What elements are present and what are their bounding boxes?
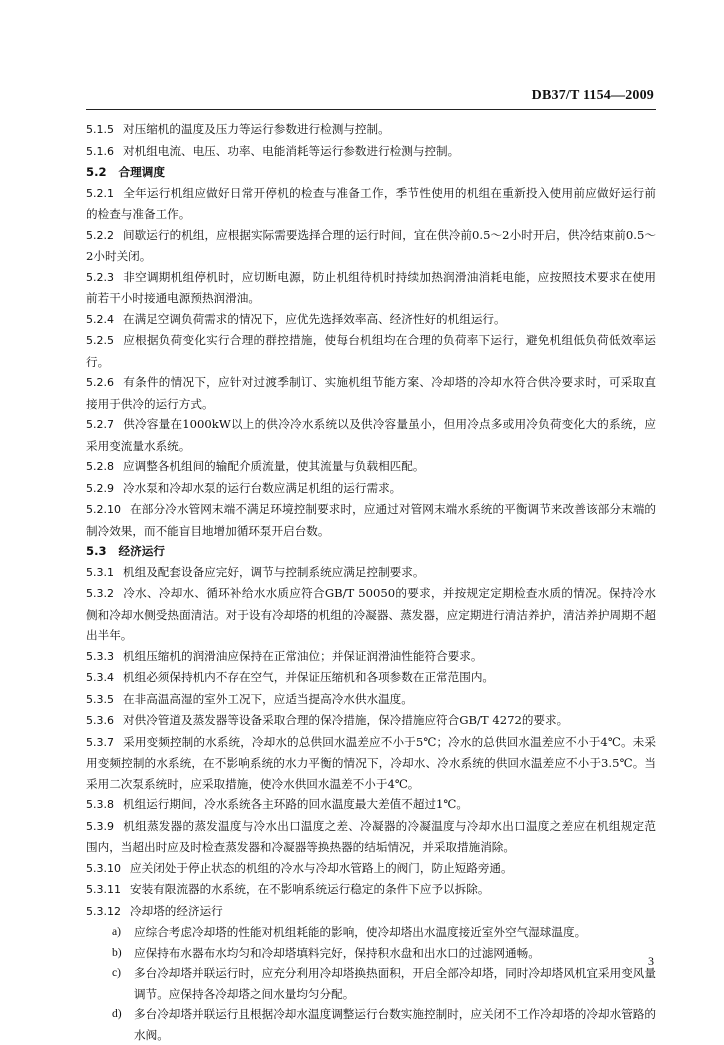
section-heading <box>86 541 656 562</box>
list-item-text: 多台冷却塔并联运行时，应充分利用冷却塔换热面积，开启全部冷却塔，同时冷却塔风机宜采用变风量调节。应保持各冷却塔之间水量均匀分配。 <box>134 966 656 1001</box>
clause-number: 5.2.7 <box>86 418 114 431</box>
clause-paragraph <box>86 667 656 689</box>
clause-paragraph <box>86 646 656 668</box>
section-number: 5.2 <box>86 165 107 179</box>
clause-text: 机组运行期间，冷水系统各主环路的回水温度最大差值不超过1℃。 <box>123 797 468 811</box>
clause-text: 冷水泵和冷却水泵的运行台数应满足机组的运行需求。 <box>123 480 402 495</box>
clause-text: 冷却塔的经济运行 <box>130 903 223 918</box>
clause-paragraph <box>86 794 656 816</box>
section-heading <box>86 162 656 183</box>
clause-number: 5.3.6 <box>86 714 114 727</box>
clause-number: 5.2.8 <box>86 460 114 473</box>
section-title: 合理调度 <box>118 165 165 179</box>
list-marker: c) <box>112 966 122 979</box>
clause-text: 机组及配套设备应完好，调节与控制系统应满足控制要求。 <box>123 564 425 579</box>
section-number: 5.3 <box>86 544 107 558</box>
clause-paragraph <box>86 583 656 646</box>
list-item <box>86 922 656 943</box>
clause-paragraph <box>86 816 656 858</box>
clause-text: 在部分冷水管网末端不满足环境控制要求时，应通过对管网末端水系统的平衡调节来改善该部分末端的制冷效果，而不能盲目地增加循环泵开启台数。 <box>86 502 656 538</box>
clause-text: 应根据负荷变化实行合理的群控措施，使每台机组均在合理的负荷率下运行，避免机组低负荷低效率运行。 <box>86 333 656 369</box>
clause-paragraph <box>86 225 656 267</box>
header-rule <box>86 109 656 110</box>
clause-text: 非空调期机组停机时，应切断电源，防止机组待机时持续加热润滑油消耗电能，应按照技术要求在使用前若干小时接通电源预热润滑油。 <box>86 269 656 305</box>
clause-number: 5.3.5 <box>86 692 114 706</box>
clause-number: 5.3.1 <box>86 565 114 579</box>
clause-number: 5.3.7 <box>86 735 114 749</box>
clause-paragraph <box>86 141 656 163</box>
clause-text: 应关闭处于停止状态的机组的冷水与冷却水管路上的阀门，防止短路旁通。 <box>130 860 513 875</box>
section-title: 经济运行 <box>118 544 165 558</box>
clause-number: 5.2.10 <box>86 503 121 516</box>
list-item-text: 应保持布水器布水均匀和冷却塔填料完好，保持积水盘和出水口的过滤网通畅。 <box>134 945 540 960</box>
clause-paragraph <box>86 119 656 141</box>
clause-number: 5.3.12 <box>86 904 121 918</box>
clause-text: 应调整各机组间的输配介质流量，使其流量与负载相匹配。 <box>123 459 425 473</box>
clause-paragraph <box>86 414 656 456</box>
clause-number: 5.3.3 <box>86 649 114 663</box>
clause-paragraph <box>86 309 656 331</box>
clause-number: 5.3.11 <box>86 883 121 896</box>
clause-paragraph <box>86 710 656 732</box>
clause-number: 5.3.8 <box>86 798 114 811</box>
clause-number: 5.1.6 <box>86 144 114 158</box>
clause-paragraph <box>86 372 656 414</box>
clause-paragraph <box>86 183 656 225</box>
clause-number: 5.2.9 <box>86 481 114 495</box>
clause-paragraph <box>86 478 656 500</box>
clause-text: 在非高温高湿的室外工况下，应适当提高冷水供水温度。 <box>123 691 413 706</box>
clause-paragraph <box>86 689 656 711</box>
clause-number: 5.2.5 <box>86 334 114 347</box>
clause-text: 间歇运行的机组，应根据实际需要选择合理的运行时间，宜在供冷前0.5～2小时开启，供冷结束前0.5～2小时关闭。 <box>86 227 656 263</box>
clause-text: 全年运行机组应做好日常开停机的检查与准备工作，季节性使用的机组在重新投入使用前应做好运行前的检查与准备工作。 <box>86 185 656 221</box>
clause-paragraph <box>86 330 656 372</box>
clause-number: 5.3.2 <box>86 587 114 600</box>
document-body <box>86 119 656 1045</box>
clause-text: 安装有限流器的水系统，在不影响系统运行稳定的条件下应予以拆除。 <box>130 882 490 896</box>
clause-number: 5.1.5 <box>86 123 114 136</box>
clause-number: 5.2.1 <box>86 186 114 200</box>
clause-number: 5.2.2 <box>86 228 114 242</box>
list-marker: a) <box>112 925 122 938</box>
clause-number: 5.3.9 <box>86 819 114 833</box>
clause-text: 有条件的情况下，应针对过渡季制订、实施机组节能方案、冷却塔的冷却水符合供冷要求时，可采取直接用于供冷的运行方式。 <box>86 375 656 411</box>
clause-paragraph <box>86 267 656 309</box>
clause-text: 机组压缩机的润滑油应保持在正常油位；并保证润滑油性能符合要求。 <box>123 648 483 663</box>
clause-number: 5.2.4 <box>86 312 114 326</box>
clause-paragraph <box>86 879 656 901</box>
clause-number: 5.2.6 <box>86 376 114 389</box>
clause-text: 采用变频控制的水系统，冷却水的总供回水温差应不小于5℃；冷水的总供回水温差应不小于4℃。未采用变频控制的水系统，在不影响系统的水力平衡的情况下，冷却水、冷水系统的供回水温差应不小于3.5℃。当采用二次泵系统时，应采取措施，使冷水供回水温差不小于4℃。 <box>86 734 656 791</box>
list-marker: d) <box>112 1007 122 1020</box>
clause-paragraph <box>86 456 656 478</box>
list-item-text: 多台冷却塔并联运行且根据冷却水温度调整运行台数实施控制时，应关闭不工作冷却塔的冷却水管路的水阀。 <box>134 1007 656 1042</box>
clause-text: 供冷容量在1000kW以上的供冷冷水系统以及供冷容量虽小，但用冷点多或用冷负荷变化大的系统，应采用变流量水系统。 <box>86 417 656 453</box>
clause-paragraph <box>86 732 656 795</box>
standard-code: DB37/T 1154—2009 <box>531 88 654 103</box>
clause-text: 冷水、冷却水、循环补给水水质应符合GB/T 50050的要求，并按规定定期检查水质的情况。保持冷水侧和冷却水侧受热面清洁。对于设有冷却塔的机组的冷凝器、蒸发器，应定期进行清洁养护，清洁养护周期不超出半年。 <box>86 586 656 642</box>
clause-text: 机组必须保持机内不存在空气，并保证压缩机和各项参数在正常范围内。 <box>123 670 495 684</box>
clause-paragraph <box>86 499 656 541</box>
list-item-text: 应综合考虑冷却塔的性能对机组耗能的影响，使冷却塔出水温度接近室外空气湿球温度。 <box>134 925 587 939</box>
page-number: 3 <box>648 954 654 968</box>
clause-text: 机组蒸发器的蒸发温度与冷水出口温度之差、冷凝器的冷凝温度与冷却水出口温度之差应在机组规定范围内，当超出时应及时检查蒸发器和冷凝器等换热器的结垢情况，并采取措施消除。 <box>86 818 656 854</box>
clause-number: 5.3.10 <box>86 861 121 875</box>
clause-paragraph <box>86 901 656 923</box>
clause-text: 对机组电流、电压、功率、电能消耗等运行参数进行检测与控制。 <box>123 143 460 158</box>
clause-text: 对压缩机的温度及压力等运行参数进行检测与控制。 <box>123 122 390 136</box>
clause-text: 在满足空调负荷需求的情况下，应优先选择效率高、经济性好的机组运行。 <box>123 311 506 326</box>
clause-number: 5.3.4 <box>86 671 114 684</box>
list-item <box>86 943 656 964</box>
clause-text: 对供冷管道及蒸发器等设备采取合理的保冷措施，保冷措施应符合GB/T 4272的要求。 <box>123 713 569 727</box>
list-marker: b) <box>112 945 122 959</box>
list-item <box>86 1004 656 1045</box>
clause-number: 5.2.3 <box>86 270 114 284</box>
list-item <box>86 963 656 1004</box>
clause-paragraph <box>86 858 656 880</box>
clause-paragraph <box>86 562 656 584</box>
